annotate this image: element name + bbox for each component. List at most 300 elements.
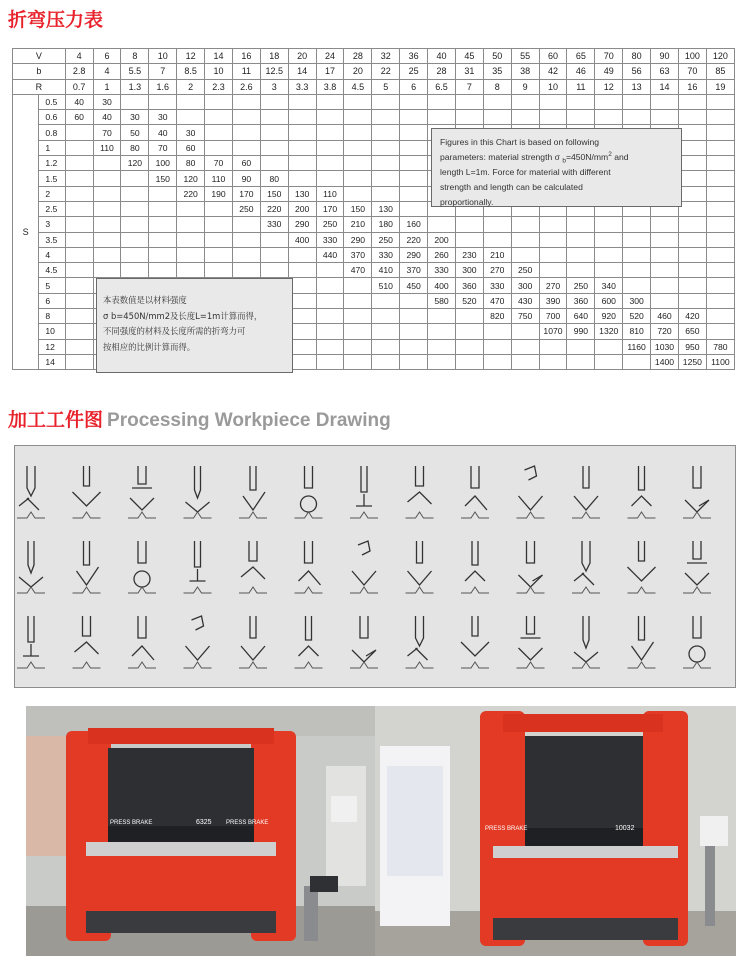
bending-diagram <box>295 466 323 518</box>
force-cell: 40 <box>93 110 121 125</box>
force-cell <box>400 171 428 186</box>
force-cell <box>706 201 734 216</box>
force-cell: 370 <box>400 263 428 278</box>
force-cell <box>678 201 706 216</box>
force-cell <box>428 309 456 324</box>
force-cell <box>678 140 706 155</box>
bending-diagram <box>406 616 434 668</box>
row-label: R <box>13 79 66 94</box>
force-cell <box>316 156 344 171</box>
header-cell: 6.5 <box>428 79 456 94</box>
force-cell <box>706 110 734 125</box>
force-cell <box>706 278 734 293</box>
force-cell <box>455 354 483 369</box>
force-cell <box>316 110 344 125</box>
thickness-cell: 6 <box>39 293 65 308</box>
force-cell <box>372 94 400 109</box>
force-cell: 1320 <box>595 324 623 339</box>
force-cell <box>567 232 595 247</box>
force-cell <box>511 110 539 125</box>
header-cell: 16 <box>678 79 706 94</box>
header-cell: 4.5 <box>344 79 372 94</box>
force-cell <box>344 278 372 293</box>
force-cell <box>93 217 121 232</box>
force-cell: 460 <box>651 309 679 324</box>
force-cell <box>400 354 428 369</box>
thickness-cell: 3 <box>39 217 65 232</box>
force-cell <box>149 232 177 247</box>
force-cell <box>678 263 706 278</box>
force-cell <box>623 278 651 293</box>
force-cell: 200 <box>288 201 316 216</box>
force-cell <box>455 110 483 125</box>
force-cell <box>260 125 288 140</box>
force-cell <box>511 232 539 247</box>
force-cell: 150 <box>149 171 177 186</box>
force-cell <box>539 339 567 354</box>
bending-diagram <box>517 616 545 668</box>
force-cell <box>400 110 428 125</box>
force-cell: 210 <box>344 217 372 232</box>
bending-diagram <box>628 466 656 518</box>
header-cell: 6 <box>93 49 121 64</box>
force-cell: 220 <box>177 186 205 201</box>
force-cell <box>316 354 344 369</box>
force-cell <box>177 217 205 232</box>
force-cell: 130 <box>288 186 316 201</box>
header-cell: 2.8 <box>65 64 93 79</box>
header-cell: 4 <box>65 49 93 64</box>
force-cell <box>372 339 400 354</box>
bending-diagram <box>73 541 101 593</box>
force-cell: 360 <box>455 278 483 293</box>
force-cell: 100 <box>149 156 177 171</box>
force-cell <box>483 354 511 369</box>
force-cell <box>400 140 428 155</box>
force-cell: 750 <box>511 309 539 324</box>
header-cell: 38 <box>511 64 539 79</box>
force-cell <box>344 186 372 201</box>
force-cell: 990 <box>567 324 595 339</box>
header-cell: 14 <box>651 79 679 94</box>
force-cell <box>539 110 567 125</box>
force-cell <box>651 293 679 308</box>
photo-right-model: 10032 <box>615 825 635 832</box>
force-cell: 300 <box>511 278 539 293</box>
force-cell <box>177 232 205 247</box>
force-cell <box>149 263 177 278</box>
force-cell: 1070 <box>539 324 567 339</box>
force-cell <box>372 125 400 140</box>
row-label: b <box>13 64 66 79</box>
force-cell <box>232 110 260 125</box>
bending-diagram <box>461 616 489 668</box>
force-cell: 1250 <box>678 354 706 369</box>
force-cell: 110 <box>93 140 121 155</box>
header-cell: 11 <box>232 64 260 79</box>
force-cell <box>288 156 316 171</box>
force-cell <box>678 110 706 125</box>
header-cell: 14 <box>205 49 233 64</box>
bending-diagram <box>628 616 656 668</box>
force-cell <box>706 293 734 308</box>
force-cell <box>344 171 372 186</box>
header-cell: 60 <box>539 49 567 64</box>
force-cell <box>177 201 205 216</box>
header-cell: 32 <box>372 49 400 64</box>
force-cell <box>232 263 260 278</box>
table-row <box>13 263 735 278</box>
bending-diagram <box>350 466 378 518</box>
force-cell <box>706 324 734 339</box>
force-cell <box>149 201 177 216</box>
header-cell: 7 <box>455 79 483 94</box>
force-cell: 250 <box>316 217 344 232</box>
header-cell: 3 <box>260 79 288 94</box>
header-cell: 2.6 <box>232 79 260 94</box>
force-cell <box>344 140 372 155</box>
force-cell <box>65 278 93 293</box>
force-cell <box>400 156 428 171</box>
force-cell <box>372 171 400 186</box>
force-cell <box>623 263 651 278</box>
force-cell <box>455 309 483 324</box>
force-cell <box>706 125 734 140</box>
bending-diagram <box>461 466 489 518</box>
thickness-cell: 0.5 <box>39 94 65 109</box>
force-cell <box>706 217 734 232</box>
force-cell <box>344 125 372 140</box>
force-cell <box>483 110 511 125</box>
header-cell: 13 <box>623 79 651 94</box>
force-cell: 60 <box>232 156 260 171</box>
force-cell <box>205 232 233 247</box>
force-cell <box>93 247 121 262</box>
force-cell <box>567 263 595 278</box>
force-cell: 470 <box>344 263 372 278</box>
force-cell: 90 <box>232 171 260 186</box>
header-cell: 49 <box>595 64 623 79</box>
force-cell <box>93 263 121 278</box>
force-cell <box>483 339 511 354</box>
force-cell <box>400 309 428 324</box>
force-cell <box>260 94 288 109</box>
force-cell <box>93 201 121 216</box>
force-cell: 400 <box>288 232 316 247</box>
force-cell <box>706 171 734 186</box>
force-cell <box>428 354 456 369</box>
header-cell: 5.5 <box>121 64 149 79</box>
force-cell <box>288 247 316 262</box>
bending-diagram <box>17 466 45 518</box>
force-cell <box>706 232 734 247</box>
force-cell <box>288 110 316 125</box>
header-cell: 10 <box>149 49 177 64</box>
force-cell <box>288 171 316 186</box>
force-cell <box>511 94 539 109</box>
force-cell: 70 <box>205 156 233 171</box>
force-cell <box>65 171 93 186</box>
header-cell: 65 <box>567 49 595 64</box>
force-cell <box>455 232 483 247</box>
force-cell <box>400 94 428 109</box>
bending-diagram <box>128 616 156 668</box>
force-cell: 510 <box>372 278 400 293</box>
force-cell <box>316 278 344 293</box>
thickness-cell: 8 <box>39 309 65 324</box>
force-cell: 80 <box>121 140 149 155</box>
force-cell <box>511 217 539 232</box>
force-cell: 330 <box>483 278 511 293</box>
force-cell <box>567 247 595 262</box>
force-cell <box>372 156 400 171</box>
force-cell <box>651 232 679 247</box>
force-cell: 250 <box>232 201 260 216</box>
force-cell: 170 <box>316 201 344 216</box>
photo-right-brand: PRESS BRAKE <box>485 826 528 832</box>
force-cell <box>678 125 706 140</box>
force-cell <box>567 94 595 109</box>
header-cell: 22 <box>372 64 400 79</box>
force-cell: 1160 <box>623 339 651 354</box>
force-cell <box>678 94 706 109</box>
press-brake-photo-right <box>375 706 736 956</box>
header-cell: 90 <box>651 49 679 64</box>
header-cell: 0.7 <box>65 79 93 94</box>
header-cell: 6 <box>400 79 428 94</box>
force-cell <box>93 232 121 247</box>
force-cell: 400 <box>428 278 456 293</box>
header-cell: 56 <box>623 64 651 79</box>
force-cell <box>288 125 316 140</box>
thickness-cell: 4 <box>39 247 65 262</box>
header-cell: 8.5 <box>177 64 205 79</box>
note-en-line: proportionally. <box>440 197 494 207</box>
header-cell: 12 <box>177 49 205 64</box>
force-cell <box>316 263 344 278</box>
force-cell <box>455 324 483 339</box>
force-cell <box>121 171 149 186</box>
force-cell <box>121 186 149 201</box>
force-cell <box>65 140 93 155</box>
force-cell <box>623 247 651 262</box>
header-cell: 70 <box>678 64 706 79</box>
header-cell: 3.3 <box>288 79 316 94</box>
force-cell <box>651 278 679 293</box>
note-cn-line: σ b=450N/mm2及长度L=1m计算而得， <box>103 310 263 321</box>
force-cell <box>121 232 149 247</box>
force-cell <box>232 140 260 155</box>
force-cell <box>232 232 260 247</box>
force-cell <box>316 94 344 109</box>
bending-diagrams <box>15 446 735 687</box>
force-cell: 450 <box>400 278 428 293</box>
force-cell <box>706 309 734 324</box>
force-cell <box>567 354 595 369</box>
force-cell: 640 <box>567 309 595 324</box>
bending-diagram <box>295 616 323 668</box>
force-cell: 370 <box>344 247 372 262</box>
force-cell <box>65 232 93 247</box>
force-cell <box>205 263 233 278</box>
bending-diagram <box>239 541 267 593</box>
force-cell <box>595 263 623 278</box>
force-cell <box>483 94 511 109</box>
force-cell <box>428 94 456 109</box>
bending-diagram <box>628 541 656 593</box>
header-cell: 7 <box>149 64 177 79</box>
thickness-cell: 5 <box>39 278 65 293</box>
table-row <box>13 247 735 262</box>
force-cell: 60 <box>65 110 93 125</box>
force-cell <box>651 217 679 232</box>
header-cell: 10 <box>539 79 567 94</box>
note-cn-line: 不同强度的材料及长度所需的折弯力可 <box>103 326 246 336</box>
force-cell <box>651 263 679 278</box>
force-cell: 780 <box>706 339 734 354</box>
force-cell <box>623 94 651 109</box>
force-cell <box>121 247 149 262</box>
force-cell <box>65 354 93 369</box>
force-cell: 270 <box>483 263 511 278</box>
force-cell <box>372 293 400 308</box>
force-cell <box>372 110 400 125</box>
thickness-cell: 0.6 <box>39 110 65 125</box>
force-cell <box>428 324 456 339</box>
force-cell <box>232 94 260 109</box>
force-cell <box>483 232 511 247</box>
bending-diagram <box>683 466 711 518</box>
photo-left-brand: PRESS BRAKE <box>110 820 153 826</box>
bending-diagram <box>184 466 212 518</box>
header-cell: 46 <box>567 64 595 79</box>
force-cell <box>344 309 372 324</box>
force-cell: 390 <box>539 293 567 308</box>
force-cell <box>595 94 623 109</box>
force-cell <box>149 247 177 262</box>
force-cell <box>65 201 93 216</box>
force-cell <box>539 263 567 278</box>
force-cell: 430 <box>511 293 539 308</box>
force-cell <box>65 293 93 308</box>
force-cell: 30 <box>177 125 205 140</box>
force-cell <box>428 110 456 125</box>
force-cell <box>511 354 539 369</box>
force-cell: 190 <box>205 186 233 201</box>
force-cell: 270 <box>539 278 567 293</box>
force-cell: 950 <box>678 339 706 354</box>
force-cell <box>372 309 400 324</box>
force-cell <box>567 217 595 232</box>
force-cell <box>595 110 623 125</box>
force-cell: 600 <box>595 293 623 308</box>
header-cell: 1.6 <box>149 79 177 94</box>
force-cell: 30 <box>121 110 149 125</box>
force-cell <box>706 156 734 171</box>
force-cell <box>428 339 456 354</box>
header-cell: 25 <box>400 64 428 79</box>
force-cell <box>65 339 93 354</box>
force-cell: 160 <box>400 217 428 232</box>
bending-diagram <box>461 541 489 593</box>
force-cell <box>149 94 177 109</box>
force-cell <box>595 247 623 262</box>
force-cell <box>706 186 734 201</box>
chart-note-english <box>431 128 682 207</box>
force-cell: 300 <box>623 293 651 308</box>
header-cell: 28 <box>344 49 372 64</box>
force-cell <box>205 201 233 216</box>
force-cell: 360 <box>567 293 595 308</box>
force-cell <box>344 293 372 308</box>
force-cell <box>232 217 260 232</box>
force-cell <box>678 217 706 232</box>
force-cell: 250 <box>372 232 400 247</box>
force-cell <box>232 247 260 262</box>
header-cell: 24 <box>316 49 344 64</box>
thickness-cell: 2 <box>39 186 65 201</box>
force-cell <box>455 339 483 354</box>
force-cell <box>149 186 177 201</box>
force-cell <box>539 232 567 247</box>
header-cell: 55 <box>511 49 539 64</box>
bending-diagram <box>73 466 101 518</box>
force-cell <box>372 354 400 369</box>
press-brake-photo-left <box>26 706 387 956</box>
header-cell: 63 <box>651 64 679 79</box>
force-cell: 180 <box>372 217 400 232</box>
row-label: V <box>13 49 66 64</box>
bending-diagram <box>683 541 711 593</box>
force-cell: 470 <box>483 293 511 308</box>
force-cell: 250 <box>511 263 539 278</box>
section-title-bending-force: 折弯压力表 <box>8 9 104 31</box>
force-cell: 70 <box>149 140 177 155</box>
force-cell <box>65 186 93 201</box>
force-cell <box>595 232 623 247</box>
table-row <box>13 94 735 109</box>
chart-note-chinese <box>96 278 293 373</box>
force-cell: 120 <box>177 171 205 186</box>
bending-diagram <box>128 466 156 518</box>
force-cell: 290 <box>288 217 316 232</box>
force-cell <box>316 309 344 324</box>
force-cell: 30 <box>149 110 177 125</box>
header-cell: 9 <box>511 79 539 94</box>
header-cell: 12.5 <box>260 64 288 79</box>
force-cell: 200 <box>428 232 456 247</box>
bending-diagram <box>572 466 600 518</box>
force-cell <box>316 324 344 339</box>
force-cell: 420 <box>678 309 706 324</box>
force-cell <box>623 217 651 232</box>
force-cell <box>483 217 511 232</box>
force-cell <box>121 201 149 216</box>
force-cell: 330 <box>316 232 344 247</box>
force-cell <box>539 217 567 232</box>
force-cell: 1100 <box>706 354 734 369</box>
header-cell: 16 <box>232 49 260 64</box>
force-cell: 720 <box>651 324 679 339</box>
thickness-cell: 0.8 <box>39 125 65 140</box>
bending-diagram <box>572 616 600 668</box>
force-cell <box>623 110 651 125</box>
header-cell: 35 <box>483 64 511 79</box>
bending-diagram <box>295 541 323 593</box>
force-cell: 820 <box>483 309 511 324</box>
note-cn-line: 按相应的比例计算而得。 <box>103 341 196 352</box>
force-cell <box>706 140 734 155</box>
